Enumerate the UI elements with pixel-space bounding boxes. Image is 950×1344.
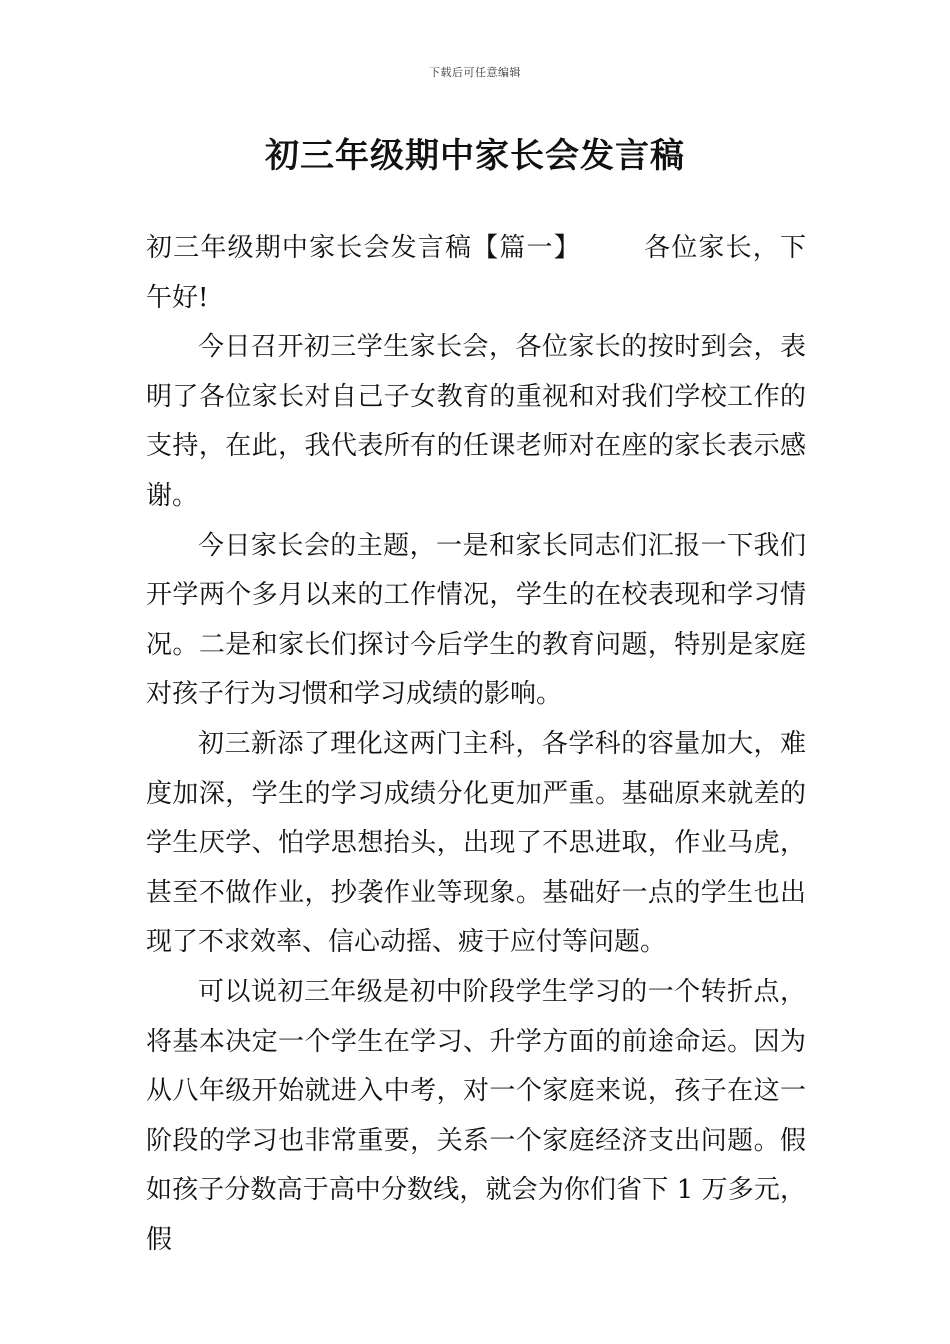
paragraph: 今日家长会的主题，一是和家长同志们汇报一下我们开学两个多月以来的工作情况，学生的在校表现和学习情况。二是和家长们探讨今后学生的教育问题，特别是家庭对孩子行为习惯和学习成绩的影响。 xyxy=(146,530,806,710)
greeting: 各位家长，下午好! xyxy=(146,233,806,313)
paragraph: 初三新添了理化这两门主科，各学科的容量加大，难度加深，学生的学习成绩分化更加严重。基础原来就差的学生厌学、怕学思想抬头，出现了不思进取，作业马虎，甚至不做作业，抄袭作业等现象。基础好一点的学生也出现了不求效率、信心动摇、疲于应付等问题。 xyxy=(146,728,806,958)
lead-paragraph xyxy=(146,224,806,323)
document-body xyxy=(146,224,806,1265)
document-title: 初三年级期中家长会发言稿 xyxy=(265,136,685,176)
header-note: 下载后可任意编辑 xyxy=(429,66,521,79)
section-heading: 初三年级期中家长会发言稿【篇一】 xyxy=(146,233,581,263)
paragraph: 今日召开初三学生家长会，各位家长的按时到会，表明了各位家长对自己子女教育的重视和对我们学校工作的支持，在此，我代表所有的任课老师对在座的家长表示感谢。 xyxy=(146,332,806,511)
paragraph: 可以说初三年级是初中阶段学生学习的一个转折点，将基本决定一个学生在学习、升学方面的前途命运。因为从八年级开始就进入中考，对一个家庭来说，孩子在这一阶段的学习也非常重要，关系一个家庭经济支出问题。假如孩子分数高于高中分数线，就会为你们省下 1 万多元，假 xyxy=(146,976,806,1255)
